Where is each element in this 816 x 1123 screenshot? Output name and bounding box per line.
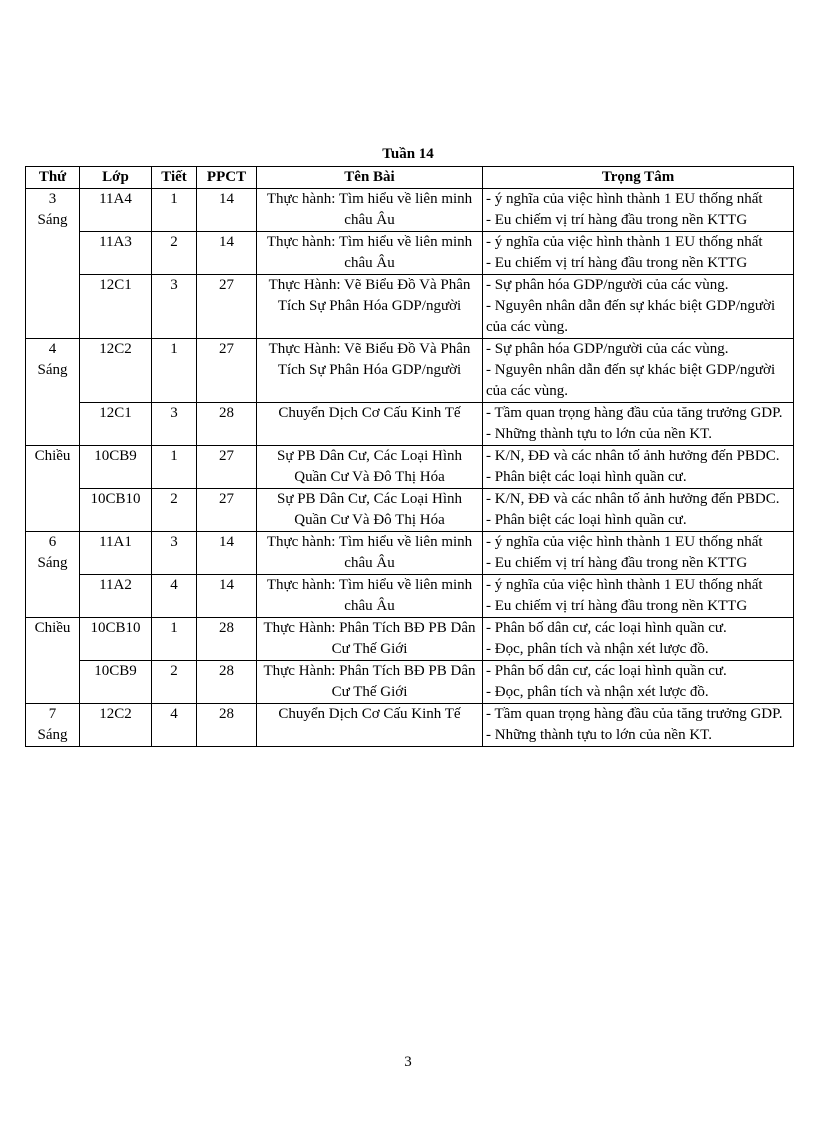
focus-item: - Sự phân hóa GDP/người của các vùng. [486,277,729,293]
lesson-cell: Chuyển Dịch Cơ Cấu Kinh Tế [257,403,483,446]
lesson-cell: Thực hành: Tìm hiểu về liên minh châu Âu [257,575,483,618]
header-class: Lớp [80,167,152,189]
day-cell [26,618,80,704]
table-row [26,489,794,532]
lesson-cell: Thực Hành: Vẽ Biểu Đồ Và Phân Tích Sự Phân Hóa GDP/người [257,275,483,339]
focus-item: - ý nghĩa của việc hình thành 1 EU thống nhất [486,534,763,550]
class-cell: 10CB10 [80,489,152,532]
period-cell: 2 [152,232,197,275]
ppct-cell: 27 [197,339,257,403]
schedule-body [26,189,794,747]
header-day: Thứ [26,167,80,189]
focus-item: - Eu chiếm vị trí hàng đầu trong nền KTTG [486,598,748,614]
focus-item: - Phân bố dân cư, các loại hình quần cư. [486,620,727,636]
focus-item: - Phân bố dân cư, các loại hình quần cư. [486,663,727,679]
day-cell [26,446,80,532]
period-cell: 4 [152,575,197,618]
table-row [26,275,794,339]
class-cell: 11A1 [80,532,152,575]
class-cell: 11A2 [80,575,152,618]
focus-cell [483,704,794,747]
day-label: Chiều [34,448,71,464]
lesson-cell: Chuyển Dịch Cơ Cấu Kinh Tế [257,704,483,747]
table-row [26,532,794,575]
table-row [26,339,794,403]
focus-item: - K/N, ĐĐ và các nhân tố ảnh hưởng đến PBDC. [486,491,780,507]
period-cell: 3 [152,532,197,575]
day-label: Sáng [37,362,68,378]
focus-cell [483,618,794,661]
focus-item: - Eu chiếm vị trí hàng đầu trong nền KTTG [486,255,748,271]
table-row [26,189,794,232]
table-row [26,232,794,275]
header-ppct: PPCT [197,167,257,189]
class-cell: 11A4 [80,189,152,232]
focus-item: - Nguyên nhân dẫn đến sự khác biệt GDP/người của các vùng. [486,362,776,399]
focus-item: - ý nghĩa của việc hình thành 1 EU thống nhất [486,191,763,207]
ppct-cell: 14 [197,575,257,618]
focus-item: - ý nghĩa của việc hình thành 1 EU thống nhất [486,234,763,250]
focus-item: - Sự phân hóa GDP/người của các vùng. [486,341,729,357]
focus-item: - Eu chiếm vị trí hàng đầu trong nền KTTG [486,555,748,571]
ppct-cell: 28 [197,704,257,747]
table-row [26,618,794,661]
ppct-cell: 27 [197,489,257,532]
focus-cell [483,446,794,489]
focus-cell [483,339,794,403]
table-row [26,446,794,489]
lesson-cell: Thực Hành: Phân Tích BĐ PB Dân Cư Thế Giới [257,618,483,661]
period-cell: 1 [152,618,197,661]
day-cell [26,704,80,747]
page-title: Tuần 14 [382,146,434,162]
focus-item: - Eu chiếm vị trí hàng đầu trong nền KTTG [486,212,748,228]
focus-cell [483,275,794,339]
focus-item: - Những thành tựu to lớn của nền KT. [486,426,712,442]
period-cell: 2 [152,489,197,532]
focus-cell [483,575,794,618]
focus-cell [483,661,794,704]
day-label: Chiều [34,620,71,636]
lesson-cell: Thực hành: Tìm hiểu về liên minh châu Âu [257,189,483,232]
header-lesson: Tên Bài [257,167,483,189]
focus-item: - Nguyên nhân dẫn đến sự khác biệt GDP/người của các vùng. [486,298,776,335]
day-label: 4 [48,341,57,357]
ppct-cell: 14 [197,232,257,275]
period-cell: 1 [152,339,197,403]
day-label: Sáng [37,727,68,743]
ppct-cell: 28 [197,661,257,704]
ppct-cell: 14 [197,189,257,232]
lesson-cell: Sự PB Dân Cư, Các Loại Hình Quần Cư Và Đô Thị Hóa [257,446,483,489]
table-row [26,704,794,747]
day-cell [26,532,80,618]
ppct-cell: 28 [197,403,257,446]
ppct-cell: 27 [197,446,257,489]
focus-item: - Tầm quan trọng hàng đầu của tăng trưởng GDP. [486,706,783,722]
lesson-cell: Thực hành: Tìm hiểu về liên minh châu Âu [257,532,483,575]
focus-item: - K/N, ĐĐ và các nhân tố ảnh hưởng đến PBDC. [486,448,780,464]
lesson-cell: Thực Hành: Phân Tích BĐ PB Dân Cư Thế Giới [257,661,483,704]
lesson-cell: Thực Hành: Vẽ Biểu Đồ Và Phân Tích Sự Phân Hóa GDP/người [257,339,483,403]
day-label: Sáng [37,555,68,571]
table-row [26,661,794,704]
focus-item: - Những thành tựu to lớn của nền KT. [486,727,712,743]
day-label: 3 [48,191,57,207]
header-period: Tiết [152,167,197,189]
focus-item: - Đọc, phân tích và nhận xét lược đồ. [486,641,709,657]
class-cell: 12C2 [80,704,152,747]
focus-item: - Đọc, phân tích và nhận xét lược đồ. [486,684,709,700]
ppct-cell: 14 [197,532,257,575]
focus-cell [483,532,794,575]
class-cell: 12C1 [80,403,152,446]
ppct-cell: 28 [197,618,257,661]
schedule-table [25,166,794,747]
focus-item: - ý nghĩa của việc hình thành 1 EU thống nhất [486,577,763,593]
focus-item: - Phân biệt các loại hình quần cư. [486,512,687,528]
ppct-cell: 27 [197,275,257,339]
focus-item: - Phân biệt các loại hình quần cư. [486,469,687,485]
day-cell [26,339,80,446]
day-label: 6 [48,534,57,550]
lesson-cell: Thực hành: Tìm hiểu về liên minh châu Âu [257,232,483,275]
class-cell: 12C1 [80,275,152,339]
focus-cell [483,232,794,275]
class-cell: 10CB9 [80,446,152,489]
class-cell: 10CB10 [80,618,152,661]
focus-cell [483,489,794,532]
period-cell: 1 [152,189,197,232]
class-cell: 12C2 [80,339,152,403]
page-number: 3 [404,1054,412,1070]
period-cell: 3 [152,403,197,446]
lesson-cell: Sự PB Dân Cư, Các Loại Hình Quần Cư Và Đô Thị Hóa [257,489,483,532]
period-cell: 1 [152,446,197,489]
period-cell: 3 [152,275,197,339]
period-cell: 2 [152,661,197,704]
day-label: 7 [48,706,57,722]
header-focus: Trọng Tâm [483,167,794,189]
table-row [26,575,794,618]
class-cell: 11A3 [80,232,152,275]
focus-cell [483,189,794,232]
day-label: Sáng [37,212,68,228]
table-row [26,403,794,446]
focus-cell [483,403,794,446]
header-row [26,167,794,189]
class-cell: 10CB9 [80,661,152,704]
period-cell: 4 [152,704,197,747]
focus-item: - Tầm quan trọng hàng đầu của tăng trưởng GDP. [486,405,783,421]
day-cell [26,189,80,339]
